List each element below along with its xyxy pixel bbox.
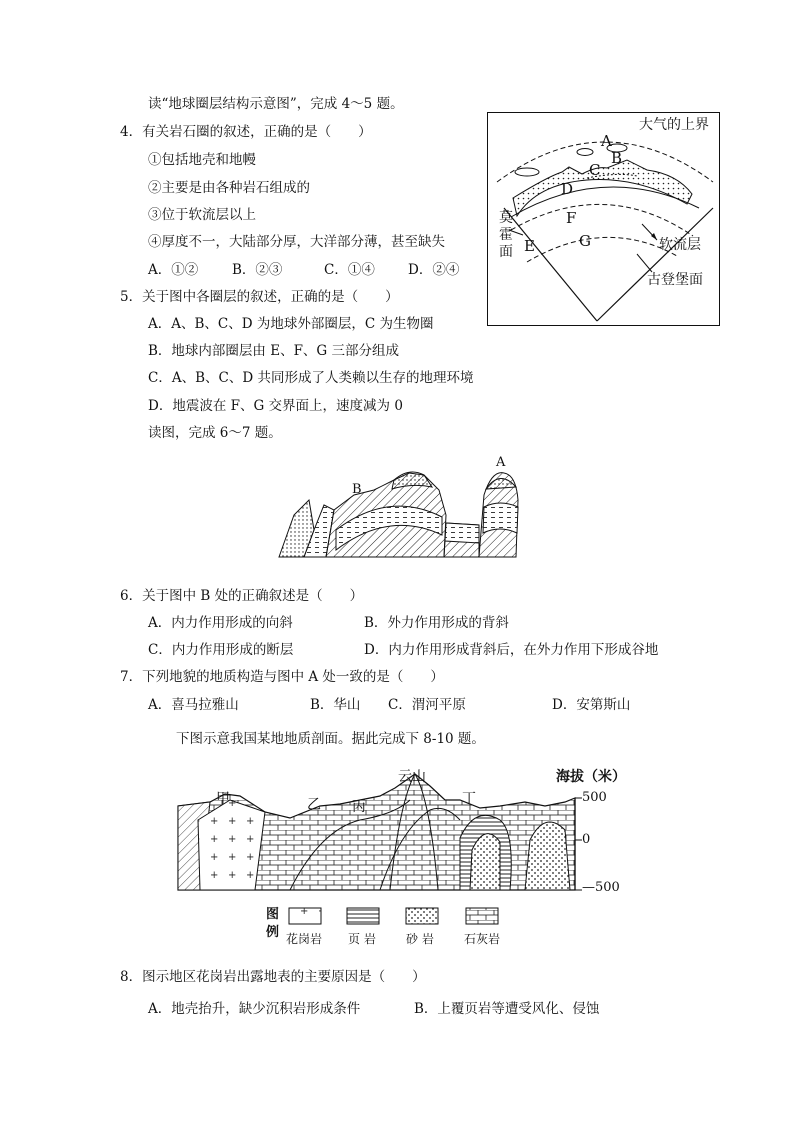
- fold-label-a: A: [496, 455, 506, 470]
- q4-item: ②主要是由各种岩石组成的: [148, 180, 310, 196]
- place-yunshan: 云山: [398, 769, 426, 785]
- q6-stem: 6．关于图中 B 处的正确叙述是（ ）: [120, 588, 364, 604]
- atmosphere-top-label: 大气的上界: [639, 117, 709, 133]
- q7-option-a: A．喜马拉雅山: [148, 697, 239, 713]
- sphere-label-f: F: [566, 209, 577, 227]
- sphere-label-a: A: [601, 132, 612, 150]
- q7-stem: 7．下列地貌的地质构造与图中 A 处一致的是（ ）: [120, 669, 444, 685]
- tick-minus-500: —500: [582, 880, 620, 895]
- sphere-label-d: D: [561, 180, 574, 198]
- sphere-label-e: E: [524, 237, 535, 255]
- q6-option-c: C．内力作用形成的断层: [148, 642, 294, 658]
- place-yi: 乙: [307, 797, 321, 813]
- q4-option-b: B．②③: [232, 262, 283, 278]
- q4-item: ③位于软流层以上: [148, 207, 256, 223]
- legend-sandstone: 砂 岩: [406, 932, 434, 946]
- moho-label: [499, 210, 513, 261]
- q6-option-b: B．外力作用形成的背斜: [364, 615, 509, 631]
- q4-item: ④厚度不一，大陆部分厚，大洋部分薄，甚至缺失: [148, 234, 445, 250]
- q4-options: [148, 261, 459, 279]
- intro-6-7: 读图，完成 6～7 题。: [148, 425, 282, 441]
- moho-char: 面: [499, 244, 513, 260]
- tick-0: 0: [582, 832, 591, 847]
- fig-fold-landform: [274, 455, 529, 563]
- legend-title-char: 例: [266, 925, 280, 940]
- gutenberg-label: 古登堡面: [647, 272, 703, 288]
- fig-earth-spheres: [487, 112, 720, 326]
- q8-option-a: A．地壳抬升，缺少沉积岩形成条件: [148, 1001, 361, 1017]
- legend-title-char: 图: [266, 907, 280, 922]
- q7-option-d: D．安第斯山: [552, 697, 631, 713]
- q4-option-d: D．②④: [408, 262, 460, 278]
- q5-option-d: D．地震波在 F、G 交界面上，速度减为 0: [148, 398, 403, 414]
- sphere-label-b: B: [611, 149, 623, 167]
- q5-option-c: C．A、B、C、D 共同形成了人类赖以生存的地理环境: [148, 370, 474, 386]
- geologic-profile-diagram: [170, 760, 640, 950]
- place-bing: 丙: [352, 799, 366, 815]
- q5-option-b: B．地球内部圈层由 E、F、G 三部分组成: [148, 343, 400, 359]
- sphere-label-c: C: [589, 161, 601, 179]
- q7-option-c: C．渭河平原: [388, 697, 466, 713]
- place-jia: 甲: [216, 791, 230, 807]
- intro-4-5: 读“地球圈层结构示意图”，完成 4～5 题。: [148, 96, 404, 112]
- q4-option-c: C．①④: [324, 262, 375, 278]
- q8-stem: 8．图示地区花岗岩出露地表的主要原因是（ ）: [120, 969, 426, 985]
- fold-label-b: B: [352, 482, 362, 497]
- legend-granite: 花岗岩: [286, 932, 323, 946]
- fold-landform-diagram: [274, 455, 529, 563]
- moho-char: 霍: [499, 227, 513, 243]
- q5-stem: 5．关于图中各圈层的叙述，正确的是（ ）: [120, 289, 399, 305]
- q6-option-a: A．内力作用形成的向斜: [148, 615, 293, 631]
- fig-geologic-profile: [170, 760, 640, 950]
- intro-8-10: 下图示意我国某地地质剖面。据此完成下 8-10 题。: [176, 731, 485, 747]
- tick-500: 500: [582, 790, 607, 805]
- q4-item: ①包括地壳和地幔: [148, 152, 256, 168]
- legend-limestone: 石灰岩: [464, 932, 501, 946]
- place-ding: 丁: [462, 791, 476, 807]
- asthenosphere-label: 软流层: [659, 237, 701, 253]
- q8-option-b: B．上覆页岩等遭受风化、侵蚀: [414, 1001, 600, 1017]
- q4-stem: 4．有关岩石圈的叙述，正确的是（ ）: [120, 124, 372, 140]
- moho-char: 莫: [499, 210, 513, 226]
- q4-option-a: A．①②: [148, 262, 199, 278]
- legend-shale: 页 岩: [348, 932, 376, 946]
- legend-title: [266, 906, 279, 942]
- q5-option-a: A．A、B、C、D 为地球外部圈层，C 为生物圈: [148, 316, 434, 332]
- q7-option-b: B．华山: [310, 697, 361, 713]
- sphere-label-g: G: [579, 232, 591, 250]
- q6-option-d: D．内力作用形成背斜后，在外力作用下形成谷地: [364, 642, 659, 658]
- altitude-title: 海拔（米）: [556, 769, 626, 785]
